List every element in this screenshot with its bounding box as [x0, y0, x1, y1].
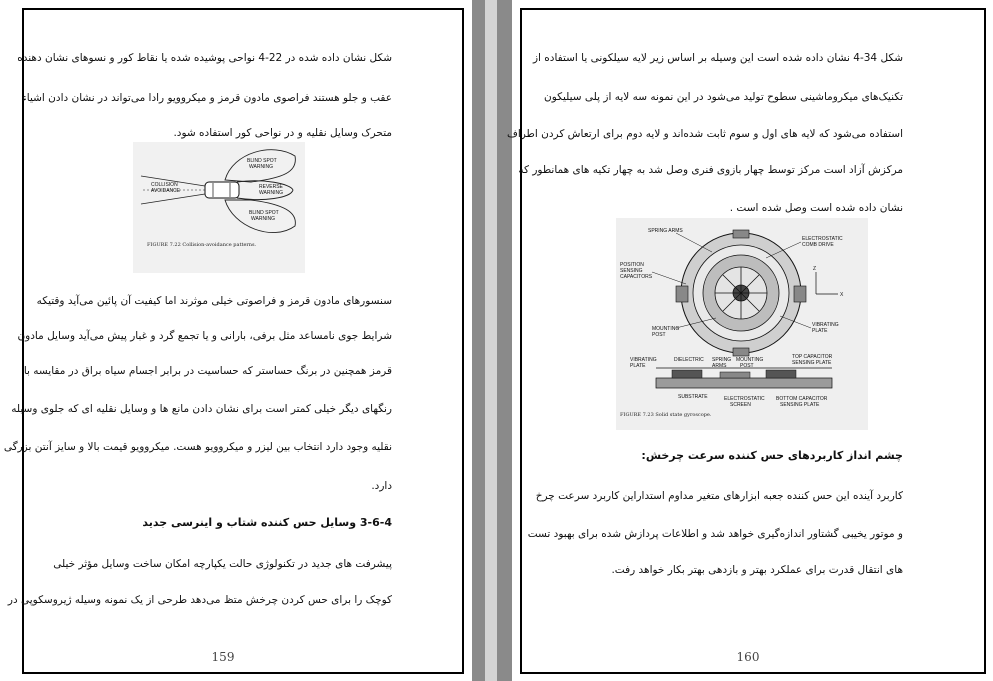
label-electrostatic: ELECTROSTATIC [802, 236, 843, 242]
right-line-6: کاربرد آینده این حس کننده جعبه ابزارهای متغیر مداوم استداراین کاربرد سرعت چرخ [535, 490, 903, 502]
label-mounting: MOUNTING [652, 326, 680, 332]
left-line-2: عقب و جلو هستند فراصوی مادون قرمز و میکروویو رادا می‌تواند در نشان دادن اشیاء [21, 92, 392, 104]
right-page [506, 0, 993, 681]
label-axis-x: X [840, 292, 844, 298]
label-electrostatic-screen-1: ELECTROSTATIC [724, 396, 765, 402]
label-post: POST [652, 332, 666, 338]
label-position: POSITION [620, 262, 644, 268]
left-page [0, 0, 472, 681]
figure-caption-right: FIGURE 7.23 Solid state gyroscope. [620, 412, 712, 418]
label-comb-drive: COMB DRIVE [802, 242, 834, 248]
label-axis-z: Z [813, 266, 817, 272]
label-warning-mid: WARNING [259, 190, 283, 196]
label-blind-spot-bottom: BLIND SPOT [249, 210, 279, 216]
label-substrate: SUBSTRATE [678, 394, 708, 400]
left-line-4: سنسورهای مادون قرمز و فراصوتی خیلی موثرند اما کیفیت آن پائین می‌آید وقتیکه [36, 295, 392, 307]
collision-avoidance-figure [133, 142, 305, 273]
right-line-1: شکل 34-4 نشان داده شده است این وسیله بر اساس زیر لایه سیلکونی یا استفاده از [532, 52, 903, 64]
label-b-arms: ARMS [712, 363, 727, 369]
right-line-4: مرکزش آزاد است مرکز توسط چهار بازوی فنری وصل شد به چهار تکیه های همانطور که [518, 164, 903, 176]
left-line-3: متحرک وسایل نقلیه و در نواحی کور استفاده شود. [173, 127, 392, 139]
figure-caption-left: FIGURE 7.22 Collision-avoidance patterns. [147, 242, 257, 248]
label-dielectric: DIELECTRIC [674, 357, 704, 363]
label-plate: PLATE [812, 328, 828, 334]
left-line-10: پیشرفت های جدید در تکنولوژی حالت یکپارچه امکان ساخت وسایل مؤثر خیلی [53, 558, 392, 570]
left-line-6: قرمز همچنین در برنگ حساستر که حساسیت در برابر اجسام سیاه براق در مقایسه با [23, 365, 392, 377]
label-bottom-sensing-plate: SENSING PLATE [780, 402, 820, 408]
label-b-vibrating: VIBRATING [630, 357, 657, 363]
label-b-mounting: MOUNTING [736, 357, 764, 363]
label-spring-arms: SPRING ARMS [648, 228, 683, 234]
label-top-sensing-plate: SENSING PLATE [792, 360, 832, 366]
label-b-plate: PLATE [630, 363, 646, 369]
left-line-1: شکل نشان داده شده در 22-4 نواحی پوشیده شده یا نقاط کور و نسوهای نشان دهنده [17, 52, 392, 64]
label-electrostatic-screen-2: SCREEN [730, 402, 751, 408]
label-b-spring: SPRING [712, 357, 732, 363]
right-section-heading: چشم انداز کاربردهای حس کننده سرعت چرخش: [641, 449, 903, 462]
left-line-7: رنگهای دیگر خیلی کمتر است برای نشان دادن مانع ها و وسایل نقلیه ای که جلوی وسیله [11, 403, 392, 415]
left-line-11: کوچک را برای حس کردن چرخش متظ می‌دهد طرحی از یک نمونه وسیله ژیروسکوپی در [7, 594, 392, 606]
label-avoidance: AVOIDANCE [151, 188, 181, 194]
label-reverse: REVERSE [259, 184, 283, 190]
label-blind-spot-top: BLIND SPOT [247, 158, 277, 164]
right-line-8: های انتقال قدرت برای عملکرد بهتر و بازدهی بهتر بکار خواهد رفت. [611, 564, 903, 576]
label-bottom-capacitor: BOTTOM CAPACITOR [776, 396, 828, 402]
label-sensing: SENSING [620, 268, 643, 274]
label-capacitors: CAPACITORS [620, 274, 653, 280]
page-number-right: 160 [736, 650, 760, 664]
right-line-2: تکنیک‌های میکروماشینی سطوح تولید می‌شود در این نمونه سه لایه از پلی سیلیکون [544, 91, 903, 103]
left-section-heading: 3-6-4 وسایل حس کننده شتاب و اینرسی جدید [142, 516, 392, 529]
gutter-divider [485, 0, 497, 681]
label-top-capacitor: TOP CAPACITOR [792, 354, 833, 360]
left-line-8: نقلیه وجود دارد انتخاب بین لیزر و میکروویو هست. میکروویو قیمت بالا و سایز آنتن بزرگی [3, 441, 392, 453]
label-collision: COLLISION [151, 182, 178, 188]
page-number-left: 159 [211, 650, 235, 664]
label-warning-bottom: WARNING [251, 216, 275, 222]
label-b-post: POST [740, 363, 754, 369]
right-line-5: نشان داده شده است وصل شده است . [729, 202, 903, 214]
label-warning-top: WARNING [249, 164, 273, 170]
left-line-5: شرایط جوی نامساعد مثل برفی، بارانی و یا تجمع گرد و غبار پیش می‌آید وسایل مادون [17, 330, 392, 342]
right-line-7: و موتور یخیبی گشتاور اندازه‌گیری خواهد شد و اطلاعات پردازش شده برای بهبود تست [527, 528, 903, 540]
label-vibrating: VIBRATING [812, 322, 839, 328]
solid-state-gyroscope-figure [616, 218, 868, 430]
right-line-3: استفاده می‌شود که لایه های اول و سوم ثابت شده‌اند و لایه دوم برای ارتعاش کردن اطراف [506, 128, 903, 140]
left-line-9: دارد. [371, 480, 392, 492]
